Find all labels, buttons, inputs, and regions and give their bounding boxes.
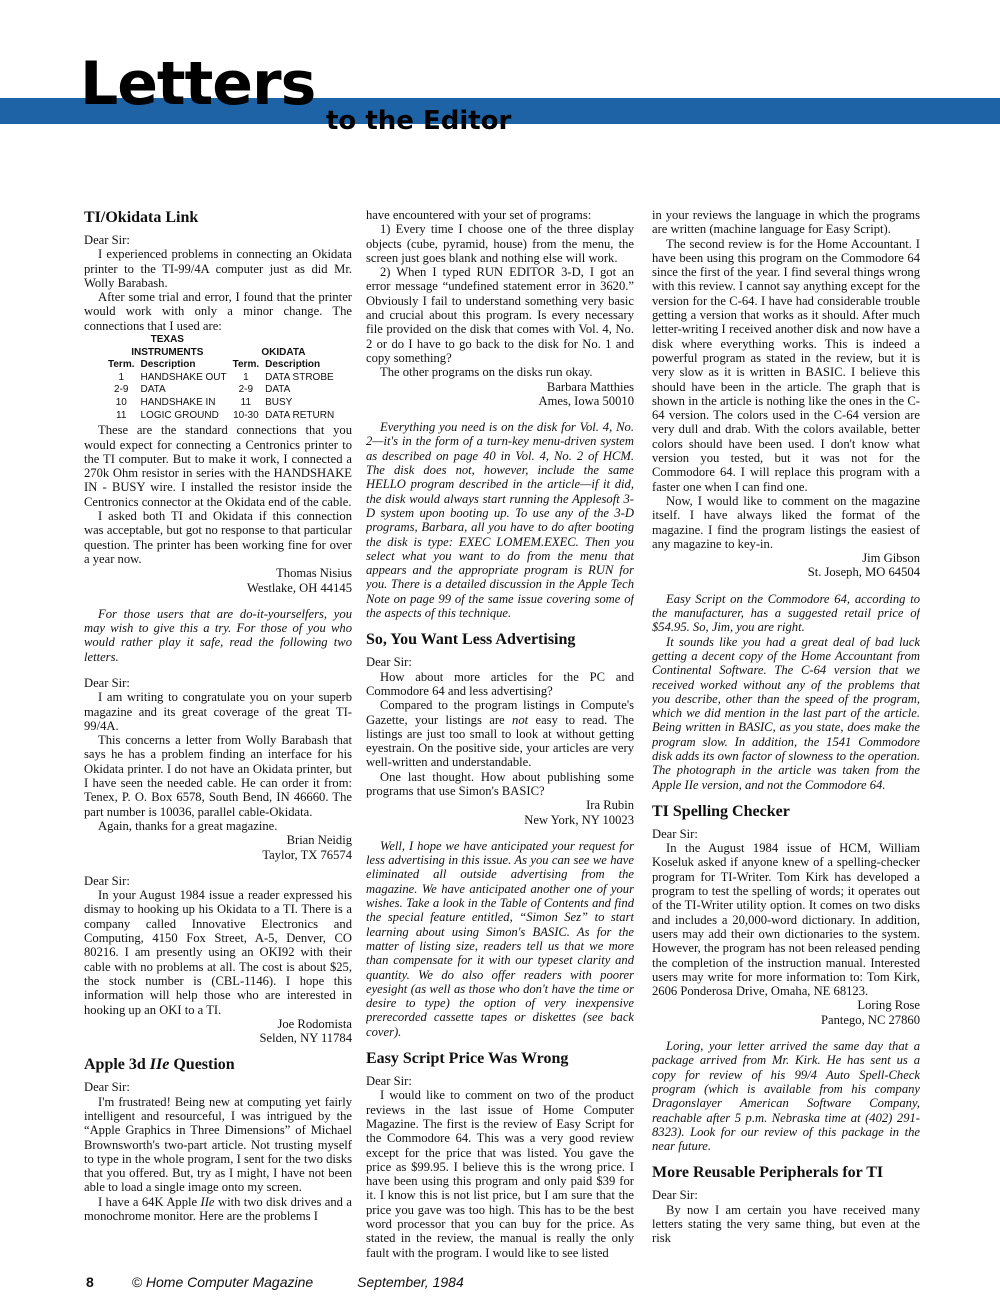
editor-reply: Well, I hope we have anticipated your request for less advertising in this issue. As you can see we have eliminated all outside advertising from the magazine. We have anticipated another one of your wishes. Take a look in the Table of Contents and find the special feature entitled, “Simon Sez” to start learning about using Simon's BASIC. As for the matter of listing size, readers tell us that we more than compensate for it with our typeset clarity and quantity. We do also offer readers with poorer eyesight (as well as those who don't have the time or desire to type) the option of very inexpensive prerecorded cassette tapes or diskettes (see back cover).: [366, 838, 634, 1039]
salutation: Dear Sir:: [652, 1188, 698, 1203]
headline-reusable-peripherals: More Reusable Peripherals for TI: [652, 1164, 884, 1182]
paragraph: In your August 1984 issue a reader expressed his dismay to hooking up his Okidata to a TI. There is a company called Innovative Electronics and Computing, 4150 Fox Street, A-5, Denver, CO 80216. I am presently using an OKI92 with their cable with no problems at all. The cost is about $25, the stock number is (CBL-1146). I hope this information will help those who are interested in hooking up an OKI to a TI.: [84, 888, 352, 1017]
page-title: Letters: [80, 49, 316, 119]
salutation: Dear Sir:: [84, 233, 130, 247]
signature-name: Loring Rose: [857, 998, 920, 1013]
col-term: Term.: [232, 359, 260, 371]
salutation: Dear Sir:: [652, 826, 698, 841]
headline-apple-3d: Apple 3d IIe Question: [84, 1056, 235, 1074]
paragraph: I experienced problems in connecting an Okidata printer to the TI-99/4A computer just as did Mr. Wolly Barabash.: [84, 247, 352, 290]
connections-table: [108, 334, 340, 422]
salutation: Dear Sir:: [84, 873, 130, 888]
paragraph: This concerns a letter from Wolly Barabash that says he has a problem finding an interface for his Okidata printer. I do not have an Okidata printer, but I have seen the needed cable. He can order it from: Tenex, P. O. Box 6578, South Bend, IN 46660. The part number is 10036, parallel cable-Okidata.: [84, 733, 352, 819]
table-head-ti-1: TEXAS: [150, 334, 184, 346]
paragraph: have encountered with your set of programs:: [366, 208, 592, 222]
signature-location: Selden, NY 11784: [259, 1031, 352, 1046]
page-footer: [86, 1274, 464, 1290]
table-row: 11 LOGIC GROUND 10-30 DATA RETURN: [116, 409, 335, 421]
column-2: [366, 208, 634, 1268]
headline-ti-okidata: TI/Okidata Link: [84, 209, 199, 226]
headline-ti-spelling: TI Spelling Checker: [652, 802, 790, 820]
signature-name: Ira Rubin: [586, 798, 634, 813]
salutation: Dear Sir:: [366, 655, 412, 670]
col-desc: Description: [265, 359, 321, 371]
paragraph: I am writing to congratulate you on your superb magazine and its great coverage of the great TI-99/4A.: [84, 690, 352, 733]
table-row: 10 HANDSHAKE IN 11 BUSY: [115, 397, 293, 409]
paragraph: The second review is for the Home Accountant. I have been using this program on the Commodore 64 since the first of the year. I find several things wrong with this review. I cannot say anything except for the version for the C-64. I have had considerable trouble getting a version that works as it should. After much letter-writing I received another disk and now have a disk where everything works. This is indeed a powerful program as stated in the review, but it is very slow as it is written in BASIC. I believe this should have been in the article. The graph that is shown in the article is nothing like the ones in the C-64 version. The colors used in the C-64 version are very dull and drab. With the colors available, better colors should have been used. I don't know what version you tested, but it was not for the Commodore 64. I will replace this program with a faster one when I can find one.: [652, 236, 920, 494]
paragraph: By now I am certain you have received many letters stating the very same thing, but even at the risk: [652, 1202, 920, 1246]
editor-reply: Everything you need is on the disk for Vol. 4, No. 2—it's in the form of a turn-key menu-driven system as described on page 40 in Vol. 4, No. 2 of HCM. The disk does not, however, include the same HELLO program described in the article—if it did, the disk would always start running the Applesoft 3-D system upon booting up. To use any of the 3-D programs, Barbara, all you have to do after booting the disk is type: EXEC LOMEM.EXEC. Then you select what you want to do from the menu that appears and the appropriate program is RUN for you. There is a detailed discussion in the Apple Tech Note on page 99 of the same issue covering some of the aspects of this technique.: [366, 420, 634, 621]
issue-date: September, 1984: [357, 1274, 464, 1290]
signature-name: Thomas Nisius: [276, 566, 352, 581]
signature-location: Westlake, OH 44145: [247, 580, 352, 595]
salutation: Dear Sir:: [366, 1074, 412, 1089]
page-subtitle: to the Editor: [326, 106, 512, 136]
paragraph: These are the standard connections that you would expect for connecting a Centronics printer to the TI computer. But to make it work, I connected a 270k Ohm resistor in series with the HANDSHAKE IN - BUSY wire. I installed the resistor inside the Centronics connector at the Okidata end of the cable.: [84, 423, 352, 509]
table-row: 1 HANDSHAKE OUT 1 DATA STROBE: [118, 371, 334, 383]
col-term: Term.: [108, 359, 135, 371]
signature-name: Brian Neidig: [286, 833, 352, 848]
paragraph: In the August 1984 issue of HCM, William Koseluk asked if anyone knew of a spelling-checker program for TI-Writer. Tom Kirk has developed a program to test the spelling of words; it operates out of the TI-Writer utility option. It comes on two disks and includes a 20,000-word dictionary. In addition, users may add their own dictionaries to the system. However, the program has not been released pending the completion of the instruction manual. Interested users may write for more information to: Tom Kirk, 2606 Ponderosa Drive, Omaha, NE 68123.: [652, 841, 920, 999]
editor-reply: For those users that are do-it-yourselfers, you may wish to give this a try. For those of you who would rather play it safe, read the following two letters.: [84, 606, 352, 664]
editor-reply: Easy Script on the Commodore 64, according to the manufacturer, has a suggested retail price of $54.95. So, Jim, you are right.: [652, 591, 920, 635]
paragraph: I asked both TI and Okidata if this connection was acceptable, but got no response to that particular question. The printer has been working fine for over a year now.: [84, 509, 352, 566]
paragraph: One last thought. How about publishing some programs that use Simon's BASIC?: [366, 769, 634, 798]
editor-reply: Loring, your letter arrived the same day that a package arrived from Mr. Kirk. He has sent us a copy for review of his 99/4 Auto Spell-Check program (which is available from his company Dragonslayer American Software Company, reachable after 5 p.m. Nebraska time at (402) 291-8323). Look for our review of this package in the near future.: [652, 1039, 920, 1154]
paragraph: I would like to comment on two of the product reviews in the last issue of Home Computer Magazine. The first is the review of Easy Script for the Commodore 64. This was a very good review except for the price that was listed. You gave the price as $99.95. I believe this is the wrong price. I have been using this program and only paid $39 for it. I know this is not list price, but I am sure that the price you gave was too high. This has to be the best word processor that you can buy for the price. As stated in the review, the manual is really the only fault with the program. I would like to see listed: [366, 1088, 634, 1260]
column-3: [652, 208, 920, 1268]
col-desc: Description: [140, 359, 196, 371]
paragraph: Compared to the program listings in Compute's Gazette, your listings are not easy to read. The listings are just too small to look at without getting eyestrain. On the positive side, your articles are very well-written and understandable.: [366, 698, 634, 770]
paragraph: Again, thanks for a great magazine.: [98, 818, 278, 833]
paragraph: I have a 64K Apple IIe with two disk drives and a monochrome monitor. Here are the problems I: [84, 1194, 352, 1224]
paragraph: Now, I would like to comment on the magazine itself. I have always liked the format of the magazine. I find the program listings the easiest of any magazine to key-in.: [652, 493, 920, 551]
paragraph: After some trial and error, I found that the printer would work with only a minor change. The connections that I used are:: [84, 290, 352, 333]
headline-less-advertising: So, You Want Less Advertising: [366, 631, 576, 649]
table-row: 2-9 DATA 2-9 DATA: [114, 384, 291, 396]
signature-location: Pantego, NC 27860: [821, 1012, 920, 1027]
signature-name: Joe Rodomista: [277, 1016, 352, 1031]
paragraph: in your reviews the language in which the programs are written (machine language for Easy Script).: [652, 208, 920, 237]
editor-reply: It sounds like you had a great deal of bad luck getting a decent copy of the Home Accountant from Continental Software. The C-64 version that we received worked without any of the problems that you describe, other than the speed of the program, which we did mention in the last part of the article. Being written in BASIC, as you state, does make the program slow. In addition, the 1541 Commodore disk adds its own factor of slowness to the operation. The photograph in the article was taken from the Apple IIe version, and not the Commodore 64.: [652, 634, 920, 792]
paragraph: How about more articles for the PC and Commodore 64 and less advertising?: [366, 669, 634, 698]
paragraph: 2) When I typed RUN EDITOR 3-D, I got an error message “undefined statement error in 3620.” Obviously I fail to understand something very basic and crucial about this program. Is every necessary file provided on the disk that comes with Vol. 4, No. 2 or do I have to go back to the disk for No. 1 and copy something?: [366, 265, 634, 365]
signature-location: New York, NY 10023: [524, 812, 634, 827]
paragraph: 1) Every time I choose one of the three display objects (cube, pyramid, house) from the menu, the screen just goes blank and nothing else will work.: [366, 222, 634, 265]
paragraph: The other programs on the disks run okay.: [380, 365, 593, 380]
signature-location: Taylor, TX 76574: [262, 847, 352, 862]
publication-name: © Home Computer Magazine: [131, 1274, 314, 1290]
headline-easy-script: Easy Script Price Was Wrong: [366, 1050, 569, 1068]
table-head-okidata: OKIDATA: [261, 346, 306, 358]
salutation: Dear Sir:: [84, 1080, 130, 1095]
signature-location: Ames, Iowa 50010: [538, 393, 634, 408]
signature-name: Barbara Matthies: [546, 379, 634, 394]
paragraph: I'm frustrated! Being new at computing yet fairly intelligent and resourceful, I was intrigued by the “Apple Graphics in Three Dimensions” of Michael Brownsworth's two-part article. Not trusting myself to type in the whole program, I sent for the two disks that you offered. But, try as I might, I have not been able to load a single image onto my screen.: [84, 1094, 352, 1195]
column-1: [84, 208, 352, 1268]
salutation: Dear Sir:: [84, 675, 130, 690]
page-number: 8: [86, 1274, 94, 1290]
signature-name: Jim Gibson: [862, 551, 920, 566]
signature-location: St. Joseph, MO 64504: [807, 565, 920, 580]
table-head-ti-2: INSTRUMENTS: [131, 346, 204, 358]
